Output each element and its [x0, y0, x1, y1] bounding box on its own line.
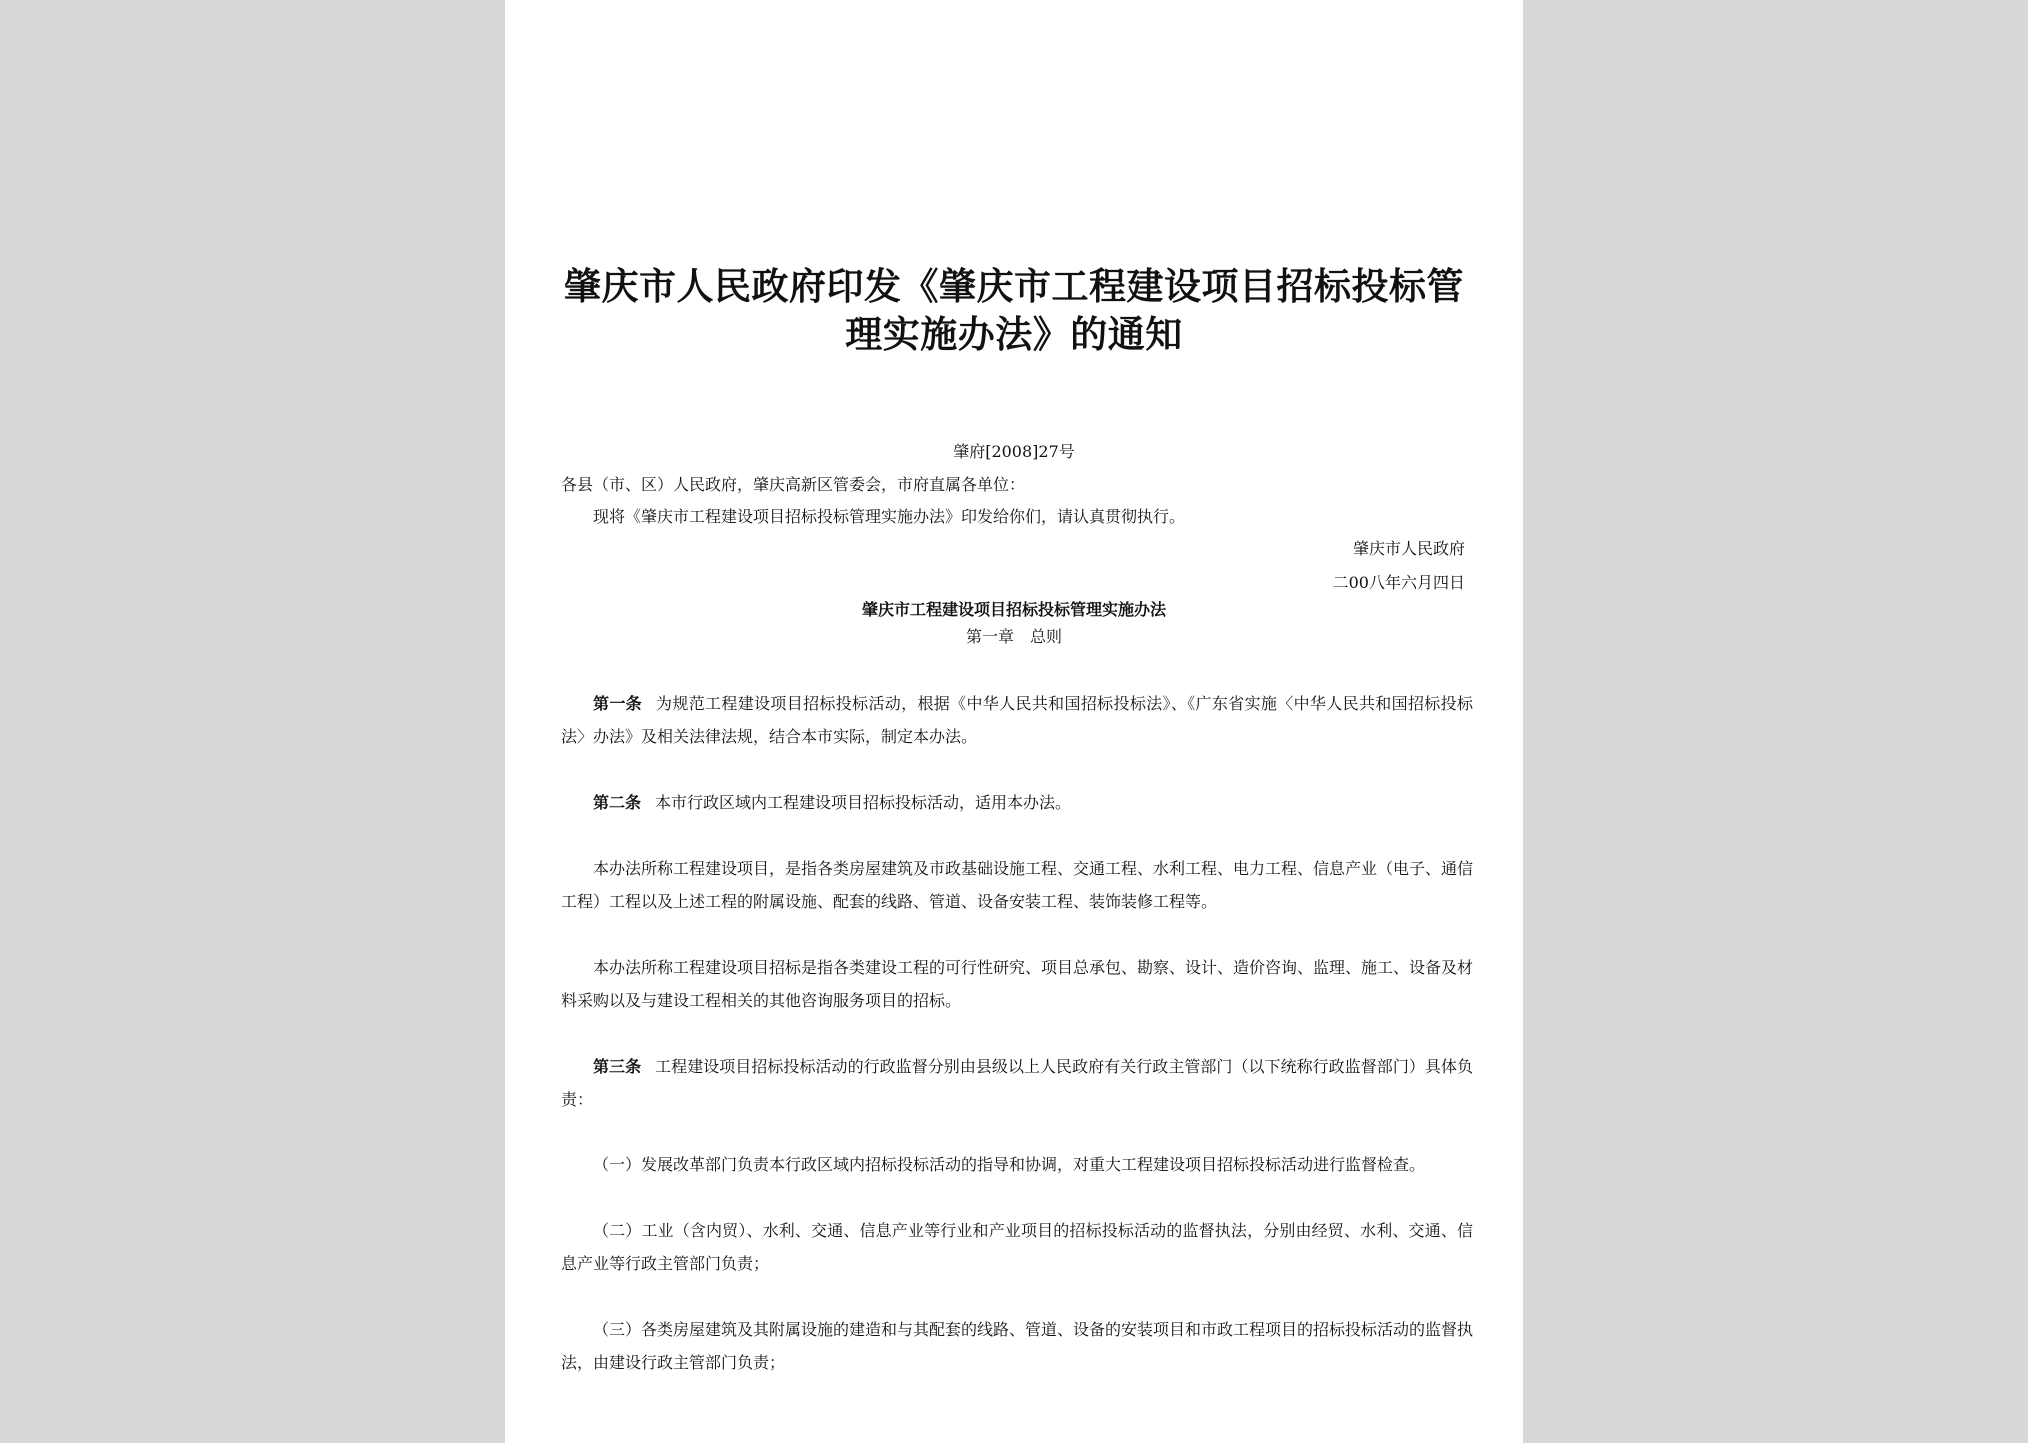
notice-body: 现将《肇庆市工程建设项目招标投标管理实施办法》印发给你们，请认真贯彻执行。	[593, 507, 1186, 526]
document-page	[505, 0, 1523, 1443]
article-1	[561, 687, 1473, 753]
addressee: 各县（市、区）人民政府，肇庆高新区管委会，市府直属各单位：	[561, 475, 1026, 494]
article-text: 本市行政区域内工程建设项目招标投标活动，适用本办法。	[655, 793, 1072, 812]
article-2	[561, 786, 1473, 819]
article-label: 第三条	[593, 1057, 642, 1076]
title-line-1: 肇庆市人民政府印发《肇庆市工程建设项目招标投标管	[564, 264, 1464, 308]
paragraph-text: （一）发展改革部门负责本行政区域内招标投标活动的指导和协调，对重大工程建设项目招标投标活动进行监督检查。	[593, 1155, 1426, 1174]
article-3-item-3	[561, 1313, 1473, 1379]
issuer: 肇庆市人民政府	[1352, 539, 1465, 558]
chapter-heading: 第一章 总则	[965, 627, 1062, 646]
paragraph-text: 本办法所称工程建设项目招标是指各类建设工程的可行性研究、项目总承包、勘察、设计、造价咨询、监理、施工、设备及材料采购以及与建设工程相关的其他咨询服务项目的招标。	[561, 958, 1474, 1010]
issue-date: 二00八年六月四日	[1332, 573, 1465, 592]
article-3	[561, 1050, 1473, 1116]
article-2-paragraph-1	[561, 852, 1473, 918]
document-reference-number: 肇府[2008]27号	[953, 442, 1075, 461]
article-3-item-1	[561, 1148, 1473, 1181]
paragraph-text: 本办法所称工程建设项目，是指各类房屋建筑及市政基础设施工程、交通工程、水利工程、电力工程、信息产业（电子、通信工程）工程以及上述工程的附属设施、配套的线路、管道、设备安装工程、装饰装修工程等。	[561, 859, 1474, 911]
document-title	[560, 262, 1468, 358]
paragraph-text: （三）各类房屋建筑及其附属设施的建造和与其配套的线路、管道、设备的安装项目和市政工程项目的招标投标活动的监督执法，由建设行政主管部门负责；	[561, 1320, 1474, 1372]
measures-title: 肇庆市工程建设项目招标投标管理实施办法	[861, 600, 1166, 619]
article-text: 为规范工程建设项目招标投标活动，根据《中华人民共和国招标投标法》、《广东省实施〈中华人民共和国招标投标法〉办法》及相关法律法规，结合本市实际，制定本办法。	[561, 694, 1473, 746]
article-2-paragraph-2	[561, 951, 1473, 1017]
paragraph-text: （二）工业（含内贸）、水利、交通、信息产业等行业和产业项目的招标投标活动的监督执法，分别由经贸、水利、交通、信息产业等行政主管部门负责；	[561, 1221, 1473, 1273]
article-3-item-2	[561, 1214, 1473, 1280]
title-line-2: 理实施办法》的通知	[845, 312, 1183, 356]
article-label: 第二条	[593, 793, 642, 812]
article-label: 第一条	[593, 694, 643, 713]
article-text: 工程建设项目招标投标活动的行政监督分别由县级以上人民政府有关行政主管部门（以下统称行政监督部门）具体负责：	[561, 1057, 1473, 1109]
